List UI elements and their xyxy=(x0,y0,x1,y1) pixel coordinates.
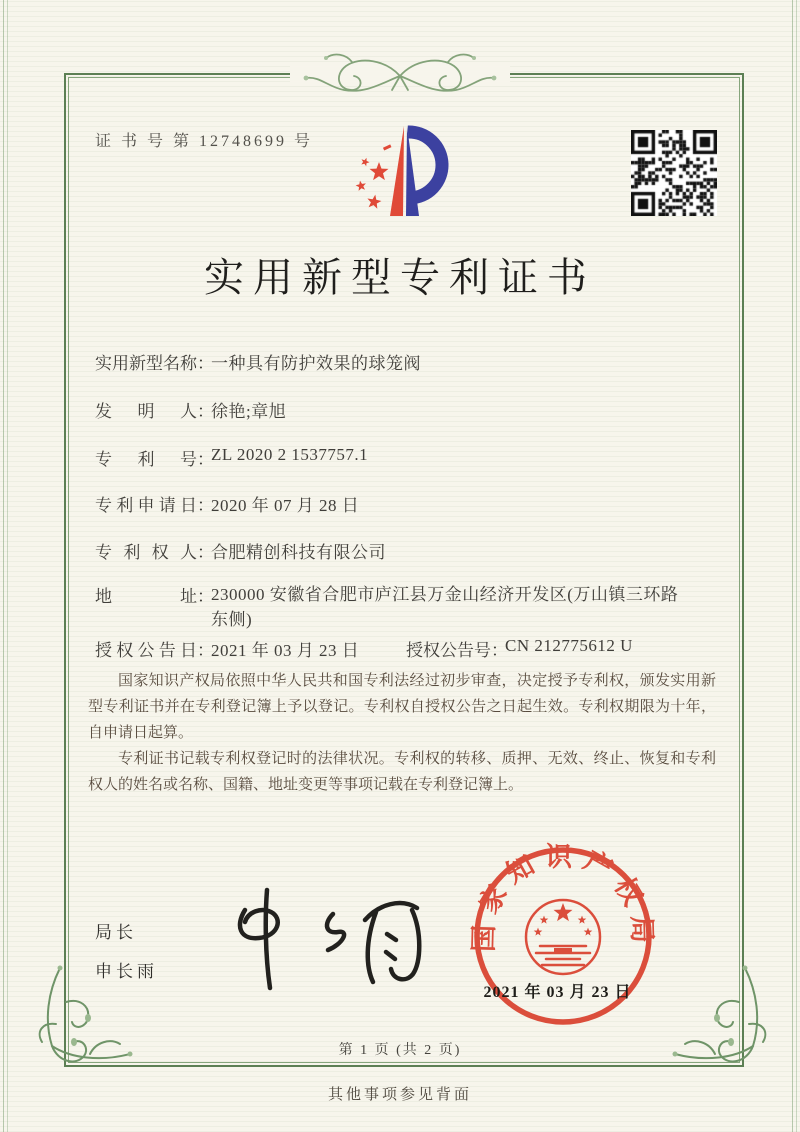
field-row: 实用新型名称：一种具有防护效果的球笼阀 xyxy=(95,349,421,374)
legal-paragraphs xyxy=(88,668,716,798)
officer-block xyxy=(95,918,158,996)
field-row: 授权公告日：2021 年 03 月 23 日 授权公告号：CN 212775612 U xyxy=(95,636,633,660)
field-label: 授权公告日 xyxy=(95,641,197,660)
field-label: 实用新型名称 xyxy=(95,354,197,373)
paragraph: 国家知识产权局依照中华人民共和国专利法经过初步审查，决定授予专利权，颁发实用新型专利证书并在专利登记簿上予以登记。专利权自授权公告之日起生效。专利权期限为十年，自申请日起算。 xyxy=(88,673,716,741)
qr-code xyxy=(631,130,717,216)
field-label: 专利申请日 xyxy=(95,496,197,515)
officer-name: 申长雨 xyxy=(95,962,158,981)
field-value: 徐艳;章旭 xyxy=(211,402,287,421)
svg-text:国家知识产权局 xyxy=(469,842,658,952)
right-edge-line xyxy=(792,0,797,1132)
field-value: 230000 安徽省合肥市庐江县万金山经济开发区(万山镇三环路东侧) xyxy=(211,585,679,629)
paragraph: 专利证书记载专利权登记时的法律状况。专利权的转移、质押、无效、终止、恢复和专利权人的姓名或名称、国籍、地址变更等事项记载在专利登记簿上。 xyxy=(88,751,716,793)
page-indicator: 第 1 页 (共 2 页) xyxy=(338,1043,462,1058)
field-value: ZL 2020 2 1537757.1 xyxy=(211,445,369,464)
field-label: 专利权人 xyxy=(95,543,197,562)
left-edge-line xyxy=(3,0,8,1132)
field-row: 发明人：徐艳;章旭 xyxy=(95,397,286,422)
official-seal xyxy=(468,841,658,1031)
seal-date: 2021 年 03 月 23 日 xyxy=(483,984,632,1001)
field-row: 专利权人：合肥精创科技有限公司 xyxy=(95,538,386,563)
field-label: 授权公告号 xyxy=(406,641,491,660)
signature xyxy=(215,882,435,1000)
field-row: 地址：230000 安徽省合肥市庐江县万金山经济开发区(万山镇三环路东侧) xyxy=(95,582,681,632)
field-label: 发明人 xyxy=(95,402,197,421)
field-value: CN 212775612 U xyxy=(505,636,633,655)
field-row: 专利申请日：2020 年 07 月 28 日 xyxy=(95,491,359,516)
national-emblem-icon xyxy=(526,900,600,974)
seal-agency-text: 国家知识产权局 xyxy=(468,841,658,953)
top-flourish-ornament xyxy=(290,46,510,104)
field-value: 合肥精创科技有限公司 xyxy=(211,543,386,562)
cnipa-logo xyxy=(338,110,478,238)
field-row: 专利号：ZL 2020 2 1537757.1 xyxy=(95,445,369,469)
certificate-title: 实用新型专利证书 xyxy=(204,255,596,300)
field-value: 2020 年 07 月 28 日 xyxy=(211,496,360,515)
field-label: 专利号 xyxy=(95,450,197,469)
field-value: 2021 年 03 月 23 日 xyxy=(211,641,360,660)
field-label: 地址 xyxy=(95,587,197,606)
back-side-note: 其他事项参见背面 xyxy=(327,1087,472,1103)
officer-title: 局长 xyxy=(95,923,137,942)
certificate-number: 证 书 号 第 12748699 号 xyxy=(95,133,314,150)
field-value: 一种具有防护效果的球笼阀 xyxy=(211,354,421,373)
